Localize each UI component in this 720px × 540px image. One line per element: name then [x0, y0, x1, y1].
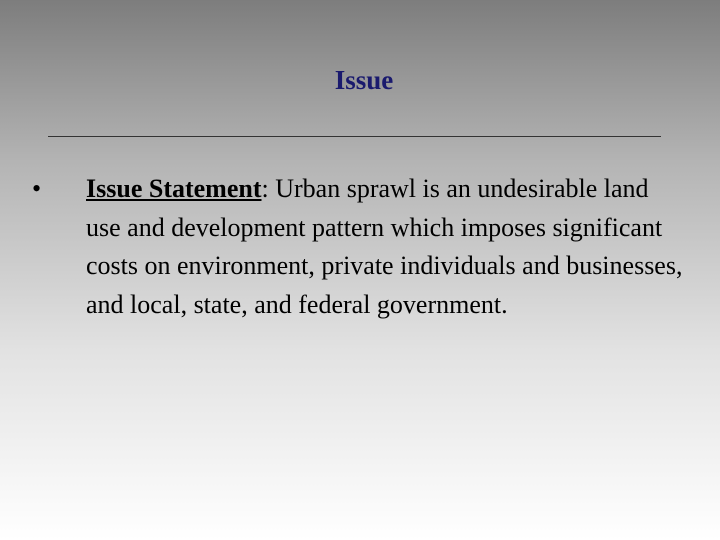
slide-title: Issue — [334, 65, 394, 95]
issue-statement-paragraph — [86, 170, 686, 324]
issue-statement-text: Urban sprawl is an undesirable land use and development pattern which imposes significant costs on environment, private individuals and businesses, and local, state, and federal government. — [86, 174, 683, 319]
issue-statement-label: Issue Statement — [86, 174, 262, 203]
title-divider — [48, 136, 661, 137]
label-separator: : — [261, 174, 269, 203]
bullet-marker: • — [32, 174, 42, 203]
